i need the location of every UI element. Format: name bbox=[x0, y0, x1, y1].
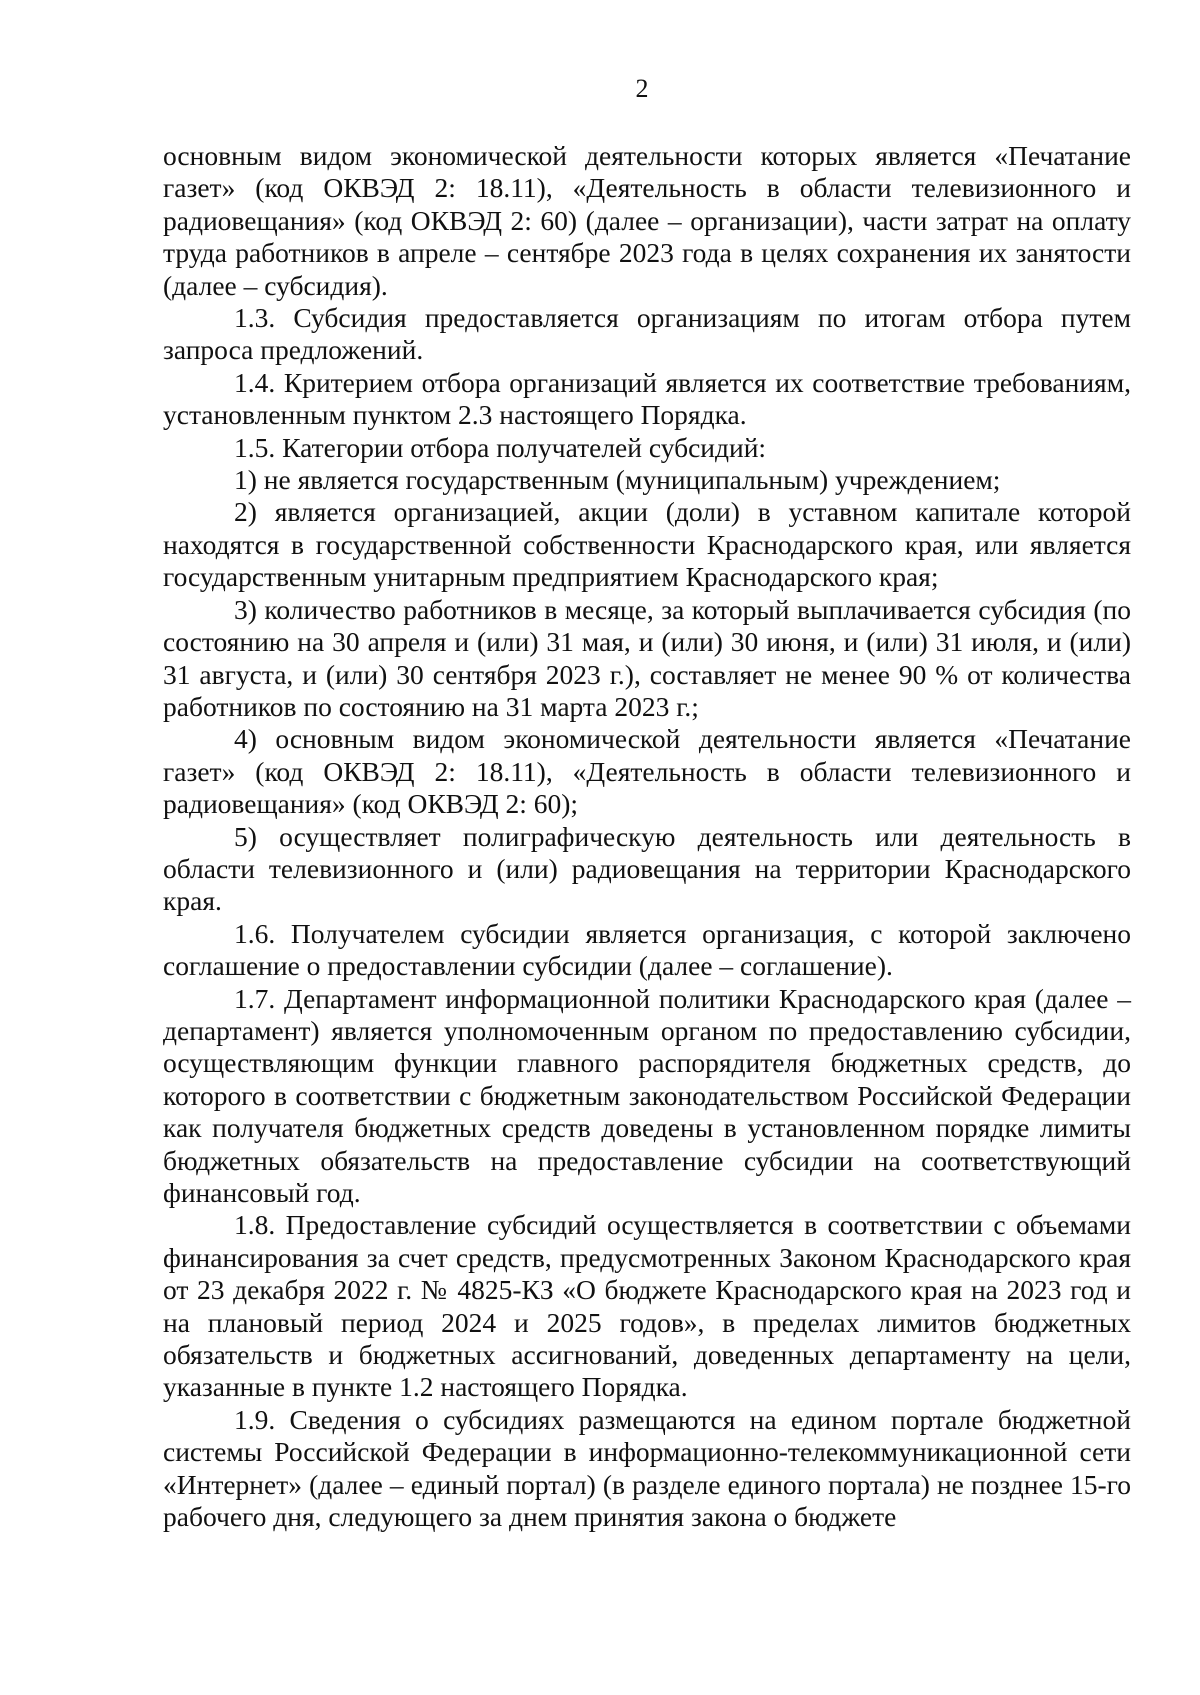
list-item-5: 5) осуществляет полиграфическую деятельность или деятельность в области телевизионного и (или) радиовещания на территории Краснодарского края. bbox=[163, 820, 1131, 917]
paragraph-1-6: 1.6. Получателем субсидии является организация, с которой заключено соглашение о предоставлении субсидии (далее – соглашение). bbox=[163, 917, 1131, 982]
paragraph-1-4: 1.4. Критерием отбора организаций является их соответствие требованиям, установленным пунктом 2.3 настоящего Порядка. bbox=[163, 366, 1131, 431]
list-item-3: 3) количество работников в месяце, за который выплачивается субсидия (по состоянию на 30 апреля и (или) 31 мая, и (или) 30 июня, и (или) 31 июля, и (или) 31 августа, и (или) 30 сентября 2023 г.), составляет не менее 90 % от количества работников по состоянию на 31 марта 2023 г.; bbox=[163, 593, 1131, 722]
list-item-4: 4) основным видом экономической деятельности является «Печатание газет» (код ОКВЭД 2: 18.11), «Деятельность в области телевизионного и радиовещания» (код ОКВЭД 2: 60); bbox=[163, 723, 1131, 820]
list-item-1: 1) не является государственным (муниципальным) учреждением; bbox=[234, 464, 1001, 496]
paragraph-1-5: 1.5. Категории отбора получателей субсидий: bbox=[234, 431, 767, 463]
page-number: 2 bbox=[635, 74, 649, 103]
paragraph-1-8: 1.8. Предоставление субсидий осуществляется в соответствии с объемами финансирования за счет средств, предусмотренных Законом Краснодарского края от 23 декабря 2022 г. № 4825-КЗ «О бюджете Краснодарского края на 2023 год и на плановый период 2024 и 2025 годов», в пределах лимитов бюджетных обязательств и бюджетных ассигнований, доведенных департаменту на цели, указанные в пункте 1.2 настоящего Порядка. bbox=[163, 1209, 1131, 1403]
list-item-2: 2) является организацией, акции (доли) в уставном капитале которой находятся в государственной собственности Краснодарского края, или является государственным унитарным предприятием Краснодарского края; bbox=[163, 496, 1131, 593]
document-body bbox=[163, 140, 1131, 1533]
paragraph-1-7: 1.7. Департамент информационной политики Краснодарского края (далее – департамент) является уполномоченным органом по предоставлению субсидии, осуществляющим функции главного распорядителя бюджетных средств, до которого в соответствии с бюджетным законодательством Российской Федерации как получателя бюджетных средств доведены в установленном порядке лимиты бюджетных обязательств на предоставление субсидии на соответствующий финансовый год. bbox=[163, 982, 1131, 1208]
paragraph-1-9: 1.9. Сведения о субсидиях размещаются на едином портале бюджетной системы Российской Федерации в информационно-телекоммуникационной сети «Интернет» (далее – единый портал) (в разделе единого портала) не позднее 15-го рабочего дня, следующего за днем принятия закона о бюджете bbox=[163, 1403, 1131, 1533]
paragraph-1-2-continuation: основным видом экономической деятельности которых является «Печатание газет» (код ОКВЭД 2: 18.11), «Деятельность в области телевизионного и радиовещания» (код ОКВЭД 2: 60) (далее – организации), части затрат на оплату труда работников в апреле – сентябре 2023 года в целях сохранения их занятости (далее – субсидия). bbox=[163, 140, 1131, 301]
paragraph-1-3: 1.3. Субсидия предоставляется организациям по итогам отбора путем запроса предложений. bbox=[163, 302, 1131, 366]
